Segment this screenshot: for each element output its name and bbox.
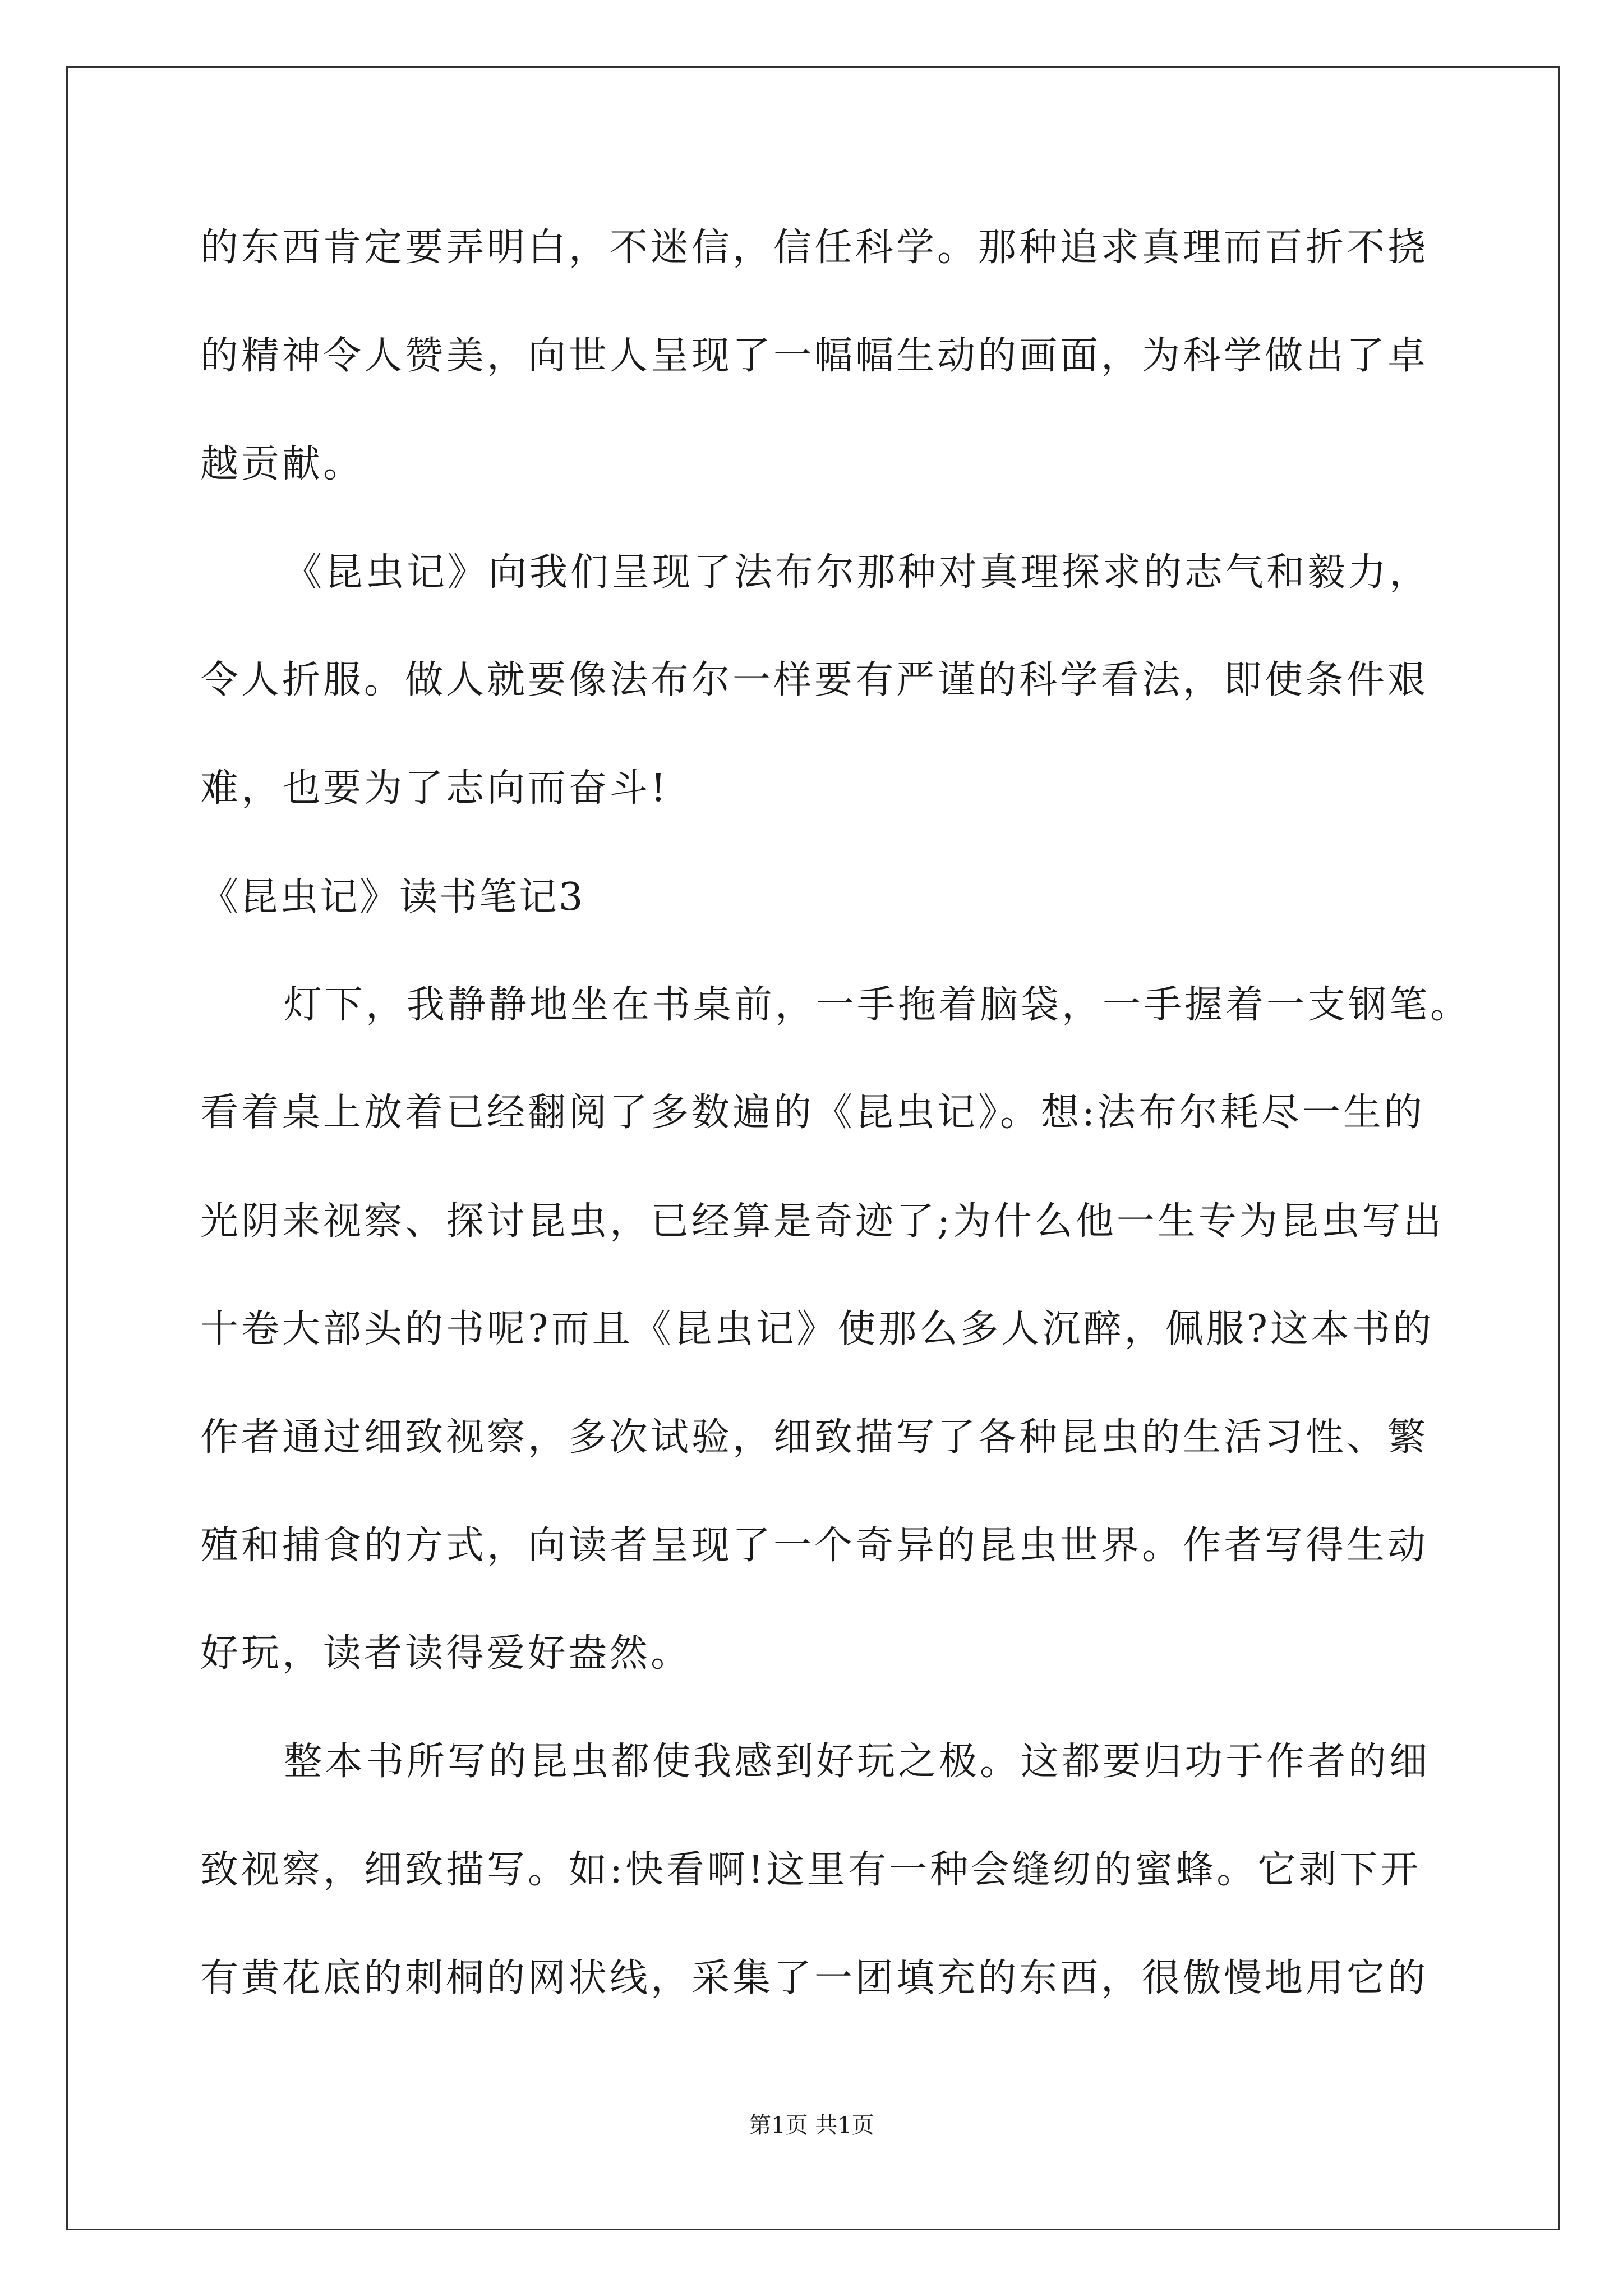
paragraph-4-line-2: 致视察，细致描写。如:快看啊!这里有一种会缝纫的蜜蜂。它剥下开	[200, 1848, 1422, 1892]
page-footer: 第1页 共1页	[749, 2113, 874, 2138]
paragraph-1-line-3: 越贡献。	[200, 442, 365, 486]
paragraph-3-line-4: 十卷大部头的书呢?而且《昆虫记》使那么多人沉醉，佩服?这本书的	[200, 1307, 1434, 1351]
paragraph-3-line-7: 好玩，读者读得爱好盎然。	[200, 1631, 692, 1676]
section-heading: 《昆虫记》读书笔记3	[200, 875, 585, 919]
paragraph-2-line-2: 令人折服。做人就要像法布尔一样要有严谨的科学看法，即使条件艰	[200, 658, 1429, 702]
paragraph-4-line-1: 整本书所写的昆虫都使我感到好玩之极。这都要归功于作者的细	[284, 1740, 1431, 1784]
paragraph-3-line-3: 光阴来视察、探讨昆虫，已经算是奇迹了;为什么他一生专为昆虫写出	[200, 1199, 1444, 1244]
paragraph-1-line-1: 的东西肯定要弄明白，不迷信，信任科学。那种追求真理而百折不挠	[200, 226, 1429, 270]
paragraph-3-line-1: 灯下，我静静地坐在书桌前，一手拖着脑袋，一手握着一支钢笔。	[284, 983, 1472, 1027]
paragraph-2-line-1: 《昆虫记》向我们呈现了法布尔那种对真理探求的志气和毅力，	[284, 550, 1431, 595]
page-border	[66, 66, 1560, 2230]
paragraph-1-line-2: 的精神令人赞美，向世人呈现了一幅幅生动的画面，为科学做出了卓	[200, 334, 1429, 378]
paragraph-3-line-5: 作者通过细致视察，多次试验，细致描写了各种昆虫的生活习性、繁	[200, 1415, 1429, 1460]
paragraph-3-line-6: 殖和捕食的方式，向读者呈现了一个奇异的昆虫世界。作者写得生动	[200, 1524, 1429, 1568]
paragraph-3-line-2: 看着桌上放着已经翻阅了多数遍的《昆虫记》。想:法布尔耗尽一生的	[200, 1091, 1425, 1135]
paragraph-2-line-3: 难，也要为了志向而奋斗!	[200, 766, 669, 811]
paragraph-4-line-3: 有黄花底的刺桐的网状线，采集了一团填充的东西，很傲慢地用它的	[200, 1956, 1429, 2000]
